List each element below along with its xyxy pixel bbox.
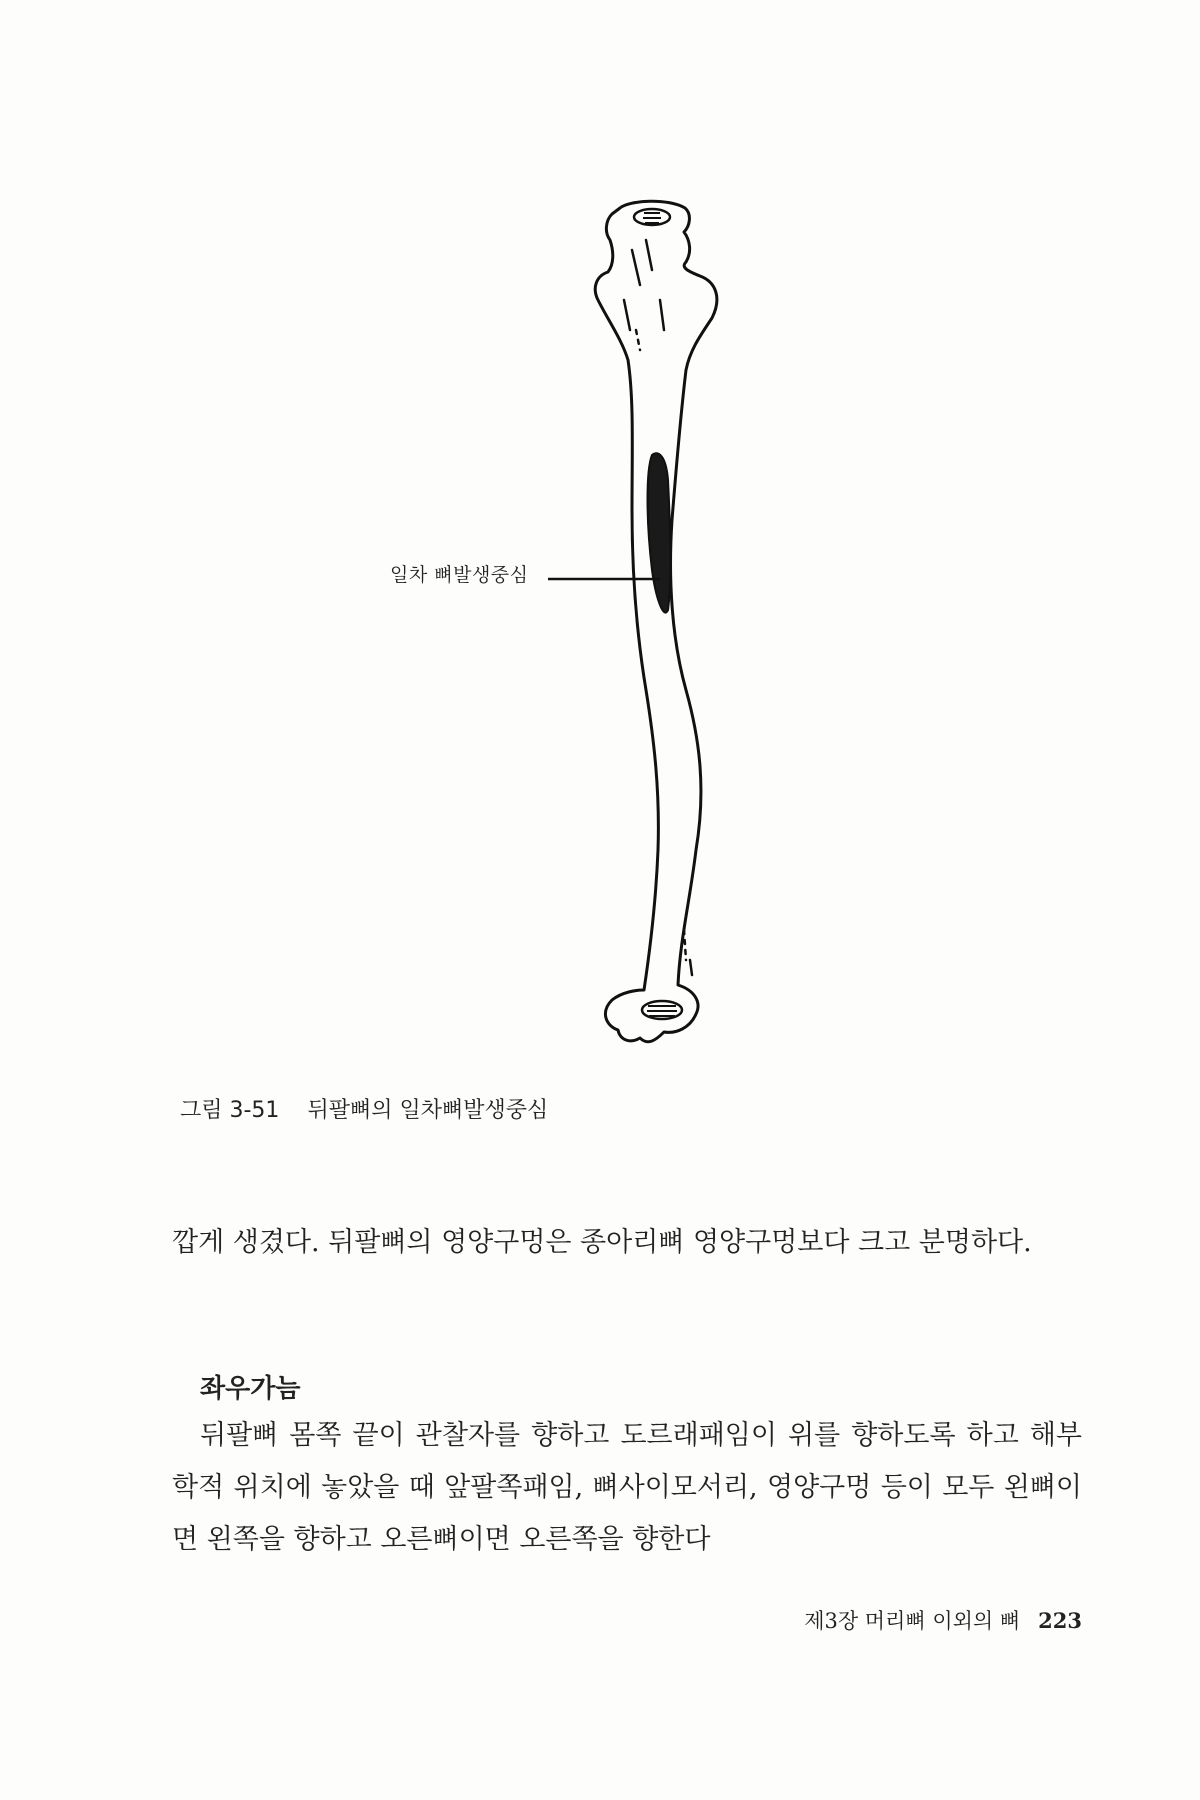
section-heading: 좌우가늠 xyxy=(200,1374,301,1404)
callout-label: 일차 뼈발생중심 xyxy=(390,564,529,586)
page-footer xyxy=(804,1605,1082,1635)
figure-caption xyxy=(172,1093,548,1124)
section-paragraph xyxy=(172,1410,1082,1566)
caption-number: 그림 3-51 xyxy=(180,1098,280,1123)
caption-title: 뒤팔뼈의 일차뼈발생중심 xyxy=(307,1098,549,1123)
running-chapter-title: 제3장 머리뼈 이외의 뼈 xyxy=(804,1609,1021,1633)
page-number: 223 xyxy=(1038,1608,1082,1633)
paragraph-text: 깝게 생겼다. 뒤팔뼈의 영양구멍은 종아리뼈 영양구멍보다 크고 분명하다. xyxy=(172,1227,1032,1258)
section-body-text: 뒤팔뼈 몸쪽 끝이 관찰자를 향하고 도르래패임이 위를 향하도록 하고 해부학적 위치에 놓았을 때 앞팔쪽패임, 뼈사이모서리, 영양구멍 등이 모두 왼뼈이면 왼쪽을 향하고 오른뼈이면 오른쪽을 향한다 xyxy=(172,1420,1082,1555)
paragraph-continuation xyxy=(172,1218,1082,1268)
